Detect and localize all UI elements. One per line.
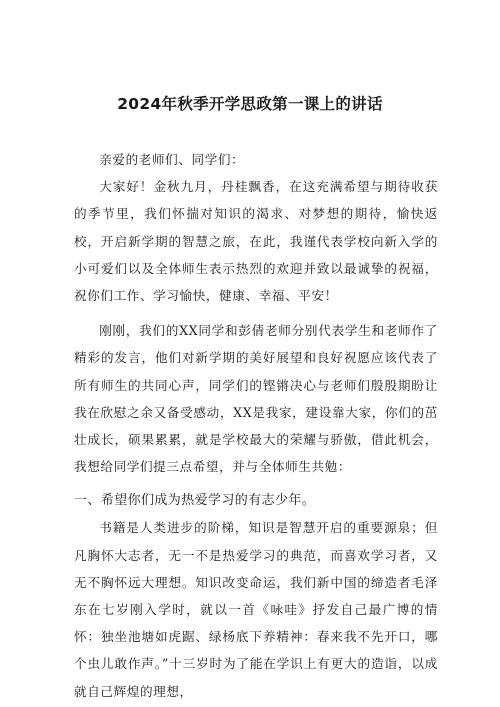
paragraph-section-1: 书籍是人类进步的阶梯，知识是智慧开启的重要源泉；但凡胸怀大志者，无一不是热爱学习的典范，而喜欢学习者，又无不胸怀远大理想。知识改变命运，我们新中国的缔造者毛泽东在七岁刚入学时，就以一首《咏哇》抒发自己最广博的情怀：独坐池塘如虎踞、绿杨底下养精神：春来我不先开口，哪个虫儿敢作声。”十三岁时为了能在学识上有更大的造诣，以成就自己辉煌的理想， — [74, 520, 438, 699]
salutation: 亲爱的老师们、同学们： — [99, 152, 245, 167]
document-title: 2024年秋季开学思政第一课上的讲话 — [117, 95, 383, 113]
paragraph-speeches: 刚刚，我们的XX同学和彭倩老师分别代表学生和老师作了精彩的发言，他们对新学期的美好展望和良好祝愿应该代表了所有师生的共同心声，同学们的铿锵决心与老师们殷殷期盼让我在欣慰之余又备受感动，XX是我家，建设靠大家，你们的茁壮成长，硕果累累，就是学校最大的荣耀与骄傲，借此机会，我想给同学们提三点希望，并与全体师生共勉： — [74, 323, 438, 475]
document-body — [74, 146, 438, 705]
section-heading-1: 一、希望你们成为热爱学习的有志少年。 — [74, 493, 316, 509]
paragraph-greeting: 大家好！金秋九月，丹桂飘香，在这充满希望与期待收获的季节里，我们怀揣对知识的渴求、对梦想的期待，愉快返校，开启新学期的智慧之旅，在此，我谨代表学校向新入学的小可爱们以及全体师生表示热烈的欢迎并致以最诚挚的祝福，祝你们工作、学习愉快，健康、幸福、平安！ — [74, 179, 438, 304]
